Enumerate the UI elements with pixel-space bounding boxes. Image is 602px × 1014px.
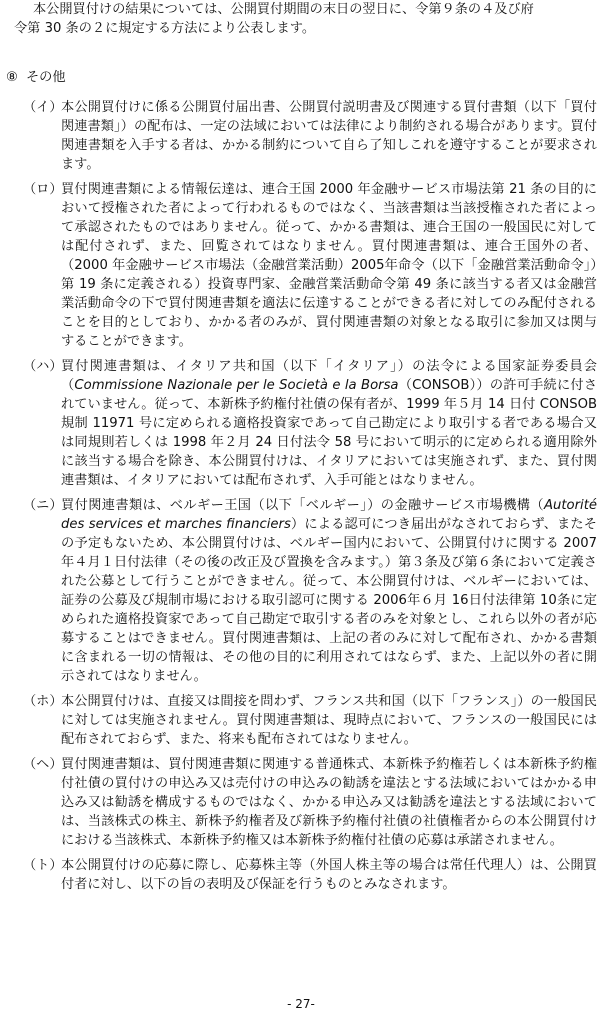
item-text-before: 買付関連書類は、イタリア共和国（以下「イタリア」）の法令による国家証券委員会（ [61, 359, 597, 393]
item-text-italic-agency: Commissione Nazionale per le Società e la Borsa [74, 378, 399, 393]
intro-line-1: 本公開買付けの結果については、公開買付期間の末日の翌日に、令第９条の４及び府 [33, 2, 534, 17]
item-text: 買付関連書類による情報伝達は、連合王国 2000 年金融サービス市場法第 21 条の目的において授権された者によって行われるものではなく、当該書類は当該授権された者によって承認されたものではありません。従って、かかる書類は、連合王国の一般国民に対しては配付されず、また、回覧されてはなりません。買付関連書類は、連合王国外の者、（2000 年金融サービス市場法（金融営業活動）2005年命令（以下「金融営業活動命令」）第 19 条に定義される）投資専門家、金融営業活動命令第 49 条に該当する者又は金融営業活動命令の下で買付関連書類を適法に伝達することができる者に対してのみ配付されることを目的としており、かかる者のみが、買付関連書類の対象となる取引に参加又は関与することができます。 [61, 182, 597, 349]
item-label: （ホ） [23, 694, 63, 709]
page-number: - 27- [287, 997, 315, 1011]
item-to [0, 856, 602, 894]
section-number: ⑧ [6, 70, 18, 85]
item-text [61, 496, 597, 686]
item-text: 買付関連書類は、買付関連書類に関連する普通株式、本新株予約権若しくは本新株予約権付社債の買付けの申込み又は売付けの申込みの勧誘を違法とする法域においてはかかる申込み又は勧誘を構成するものではなく、かかる申込み又は勧誘を違法とする法域においては、当該株式の株主、新株予約権者及び新株予約権付社債の社債権者からの本公開買付けにおける当該株式、本新株予約権又は本新株予約権付社債の応募は承諾されません。 [61, 757, 597, 848]
section-title: その他 [26, 70, 66, 85]
item-label: （ヘ） [23, 757, 63, 772]
section-heading-other [6, 68, 566, 87]
item-text-before: 買付関連書類は、ベルギー王国（以下「ベルギー」）の金融サービス市場機構（ [61, 498, 544, 513]
item-label: （ニ） [23, 498, 63, 513]
item-i [0, 98, 602, 174]
item-label: （ト） [23, 858, 63, 873]
item-text-after: ）による認可につき届出がなされておらず、またその予定もないため、本公開買付けは、ベルギー国内において、公開買付けに関する 2007 年４月１日付法律（その後の改正及び置換を含みます。）第３条及び第６条において定義された公募として行うことができません。従って、本公開買付けは、ベルギーにおいては、証券の公募及び規制市場における取引認可に関する 2006年６月 16日付法律第 10条に定められた適格投資家であって自己勘定で取引する者のみを対象とし、これら以外の者が応募することはできません。買付関連書類は、上記の者のみに対して配布され、かかる書類に含まれる一切の情報は、その他の目的に利用されてはならず、また、上記以外の者に開示されてはなりません。 [61, 517, 597, 684]
item-text: 本公開買付けは、直接又は間接を問わず、フランス共和国（以下「フランス」）の一般国民に対しては実施されません。買付関連書類は、現時点において、フランスの一般国民には配布されておらず、また、将来も配布されてはなりません。 [61, 694, 597, 747]
item-text-after: （CONSOB））の許可手続に付されていません。従って、本新株予約権付社債の保有者が、1999 年５月 14 日付 CONSOB 規制 11971 号に定められる適格投資家であって自己勘定により取引する者である場合又は同規則若しくは 1998 年２月 24 日付法令 58 号において明示的に定められる適用除外に該当する場合を除き、本公開買付けは、イタリアにおいては実施されず、また、買付関連書類は、イタリアにおいては配布されず、入手可能とはなりません。 [61, 378, 598, 488]
item-text: 本公開買付けに係る公開買付届出書、公開買付説明書及び関連する買付書類（以下「買付関連書類」）の配布は、一定の法域においては法律により制約される場合があります。買付関連書類を入手する者は、かかる制約について自ら了知しこれを遵守することが要求されます。 [61, 100, 597, 172]
item-he [0, 755, 602, 850]
item-ni [0, 496, 602, 686]
item-label: （ハ） [23, 359, 63, 374]
intro-paragraph [14, 0, 594, 38]
item-ha [0, 357, 602, 490]
other-items-list [0, 98, 602, 900]
intro-line-2: 令第 30 条の２に規定する方法により公表します。 [14, 21, 316, 36]
item-label: （ロ） [23, 182, 63, 197]
item-ro [0, 180, 602, 351]
item-label: （イ） [23, 100, 63, 115]
item-ho [0, 692, 602, 749]
item-text [61, 357, 597, 490]
item-text: 本公開買付けの応募に際し、応募株主等（外国人株主等の場合は常任代理人）は、公開買付者に対し、以下の旨の表明及び保証を行うものとみなされます。 [61, 858, 597, 892]
item-text-italic-agency: Autorité des services et marches financiers [61, 498, 597, 532]
